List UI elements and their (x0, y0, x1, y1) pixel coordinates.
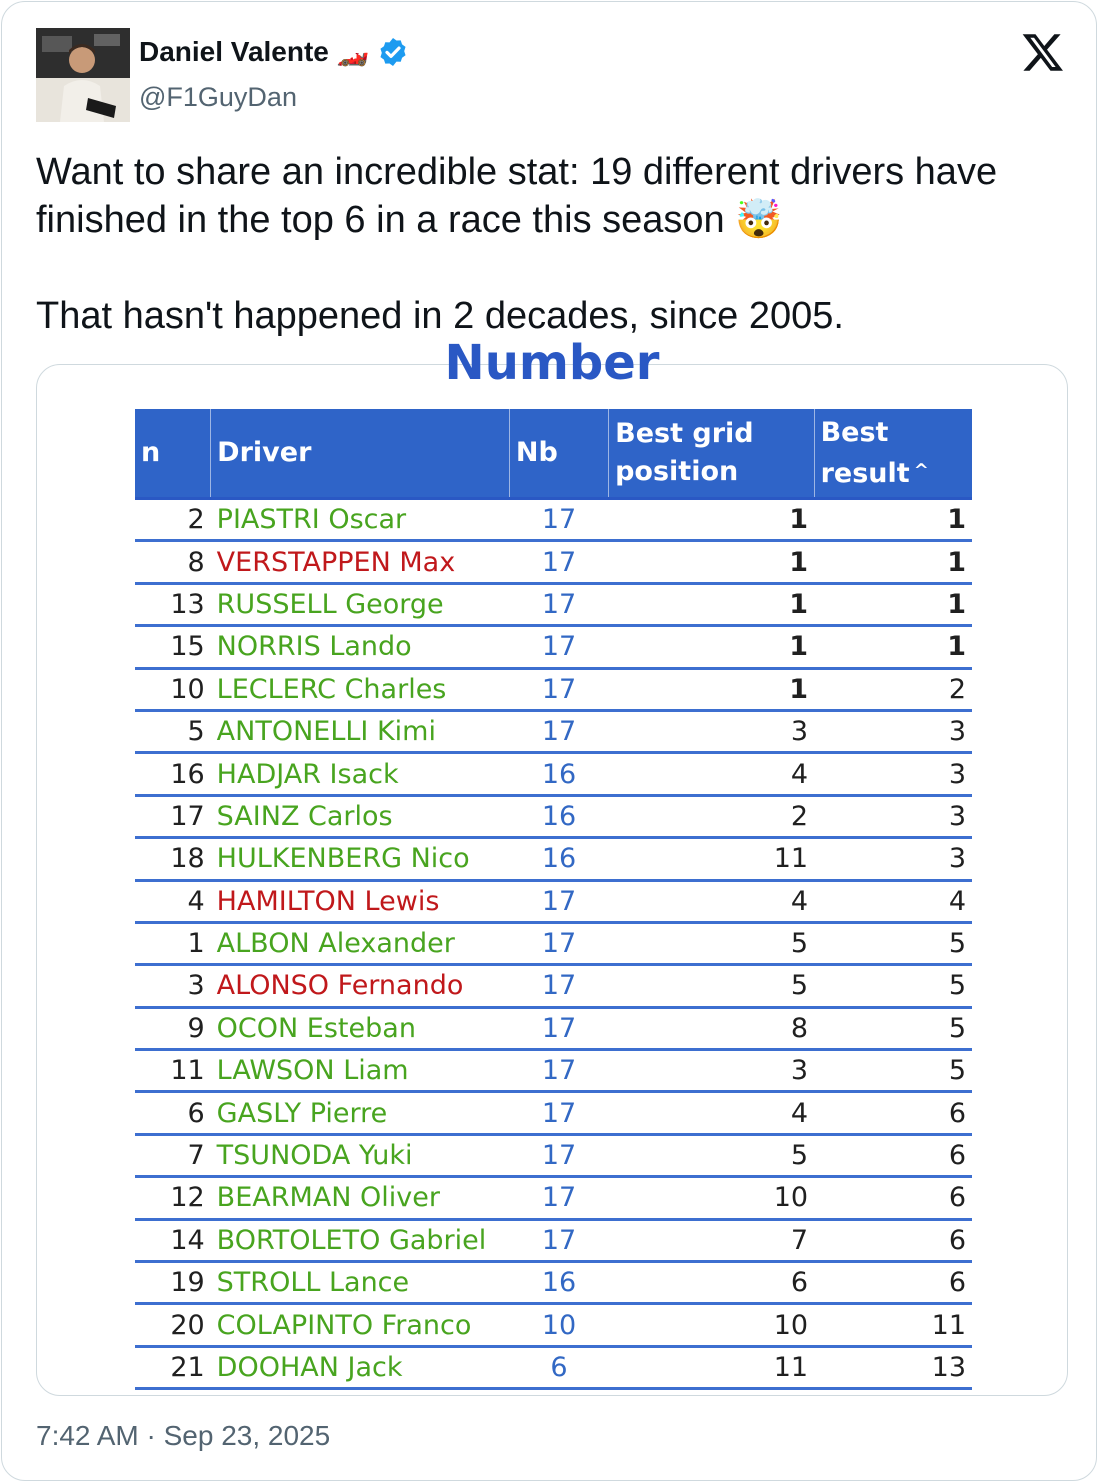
driver-number: 5 (135, 710, 211, 752)
races-count: 17 (509, 541, 608, 583)
x-logo-icon[interactable] (1020, 30, 1066, 74)
driver-number: 20 (135, 1304, 211, 1346)
table-row (135, 1346, 972, 1388)
best-result-value: 11 (814, 1304, 972, 1346)
driver-name: BEARMAN Oliver (211, 1177, 510, 1219)
races-count: 17 (509, 1177, 608, 1219)
driver-name: NORRIS Lando (211, 626, 510, 668)
table-row (135, 1092, 972, 1134)
table-row (135, 1134, 972, 1176)
table-row (135, 710, 972, 752)
best-result-value: 1 (814, 583, 972, 625)
tweet-line-1: Want to share an incredible stat: 19 different drivers have finished in the top 6 in a race this season 🤯 (36, 151, 998, 241)
tweet-text (36, 148, 1076, 340)
best-grid-value: 5 (609, 965, 814, 1007)
races-count: 17 (509, 583, 608, 625)
verified-badge-icon[interactable] (377, 36, 409, 68)
driver-name: DOOHAN Jack (211, 1346, 510, 1388)
driver-number: 21 (135, 1346, 211, 1388)
best-result-value: 5 (814, 1007, 972, 1049)
driver-number: 7 (135, 1134, 211, 1176)
best-grid-value: 3 (609, 710, 814, 752)
best-grid-value: 4 (609, 880, 814, 922)
best-grid-value: 2 (609, 795, 814, 837)
driver-name: OCON Esteban (211, 1007, 510, 1049)
driver-number: 18 (135, 838, 211, 880)
driver-number: 6 (135, 1092, 211, 1134)
driver-name: RUSSELL George (211, 583, 510, 625)
table-header-row (135, 409, 972, 499)
column-header-driver[interactable]: Driver (211, 409, 510, 499)
sort-ascending-icon[interactable]: ^ (913, 459, 929, 481)
best-result-value: 3 (814, 710, 972, 752)
races-count: 16 (509, 753, 608, 795)
column-header-n[interactable]: n (135, 409, 211, 499)
races-count: 17 (509, 922, 608, 964)
driver-number: 16 (135, 753, 211, 795)
best-grid-value: 10 (609, 1304, 814, 1346)
best-grid-value: 5 (609, 922, 814, 964)
driver-name: BORTOLETO Gabriel (211, 1219, 510, 1261)
table-row (135, 880, 972, 922)
best-grid-value: 3 (609, 1050, 814, 1092)
user-handle[interactable]: @F1GuyDan (139, 82, 297, 112)
best-grid-value: 4 (609, 753, 814, 795)
best-grid-value: 1 (609, 626, 814, 668)
table-row (135, 1262, 972, 1304)
races-count: 17 (509, 1219, 608, 1261)
races-count: 16 (509, 1262, 608, 1304)
races-count: 16 (509, 795, 608, 837)
driver-stats-table (135, 409, 972, 1390)
races-count: 17 (509, 668, 608, 710)
best-result-value: 1 (814, 541, 972, 583)
table-row (135, 583, 972, 625)
table-row (135, 795, 972, 837)
best-grid-value: 11 (609, 838, 814, 880)
driver-name: GASLY Pierre (211, 1092, 510, 1134)
driver-number: 15 (135, 626, 211, 668)
races-count: 17 (509, 1092, 608, 1134)
driver-name: STROLL Lance (211, 1262, 510, 1304)
driver-number: 3 (135, 965, 211, 1007)
driver-number: 8 (135, 541, 211, 583)
race-car-emoji: 🏎️ (336, 36, 370, 67)
races-count: 17 (509, 880, 608, 922)
best-result-value: 3 (814, 795, 972, 837)
tweet-card (1, 1, 1097, 1481)
races-count: 17 (509, 965, 608, 1007)
table-row (135, 1007, 972, 1049)
driver-number: 17 (135, 795, 211, 837)
best-result-value: 3 (814, 753, 972, 795)
driver-number: 10 (135, 668, 211, 710)
table-row (135, 499, 972, 541)
user-display-name: Daniel Valente (139, 36, 329, 67)
races-count: 17 (509, 499, 608, 541)
table-row (135, 753, 972, 795)
driver-name: ALBON Alexander (211, 922, 510, 964)
driver-name: LAWSON Liam (211, 1050, 510, 1092)
table-row (135, 668, 972, 710)
driver-name: LECLERC Charles (211, 668, 510, 710)
driver-name: COLAPINTO Franco (211, 1304, 510, 1346)
table-row (135, 1177, 972, 1219)
best-result-value: 6 (814, 1262, 972, 1304)
driver-name: SAINZ Carlos (211, 795, 510, 837)
races-count: 6 (509, 1346, 608, 1388)
driver-name: HADJAR Isack (211, 753, 510, 795)
best-result-value: 6 (814, 1134, 972, 1176)
best-grid-value: 10 (609, 1177, 814, 1219)
races-count: 17 (509, 1050, 608, 1092)
driver-number: 9 (135, 1007, 211, 1049)
best-grid-value: 6 (609, 1262, 814, 1304)
best-result-label: Best result (820, 416, 910, 489)
driver-name: TSUNODA Yuki (211, 1134, 510, 1176)
driver-number: 19 (135, 1262, 211, 1304)
best-result-value: 6 (814, 1092, 972, 1134)
best-grid-value: 1 (609, 583, 814, 625)
best-grid-value: 1 (609, 541, 814, 583)
driver-name: PIASTRI Oscar (211, 499, 510, 541)
tweet-line-2: That hasn't happened in 2 decades, since 2005. (36, 295, 844, 337)
image-title-cropped: Number (444, 335, 660, 391)
best-result-value: 2 (814, 668, 972, 710)
column-header-best-grid[interactable] (609, 409, 814, 499)
best-grid-value: 7 (609, 1219, 814, 1261)
best-result-value: 5 (814, 922, 972, 964)
tweet-timestamp[interactable]: 7:42 AM · Sep 23, 2025 (36, 1420, 331, 1451)
driver-name: HULKENBERG Nico (211, 838, 510, 880)
driver-name: HAMILTON Lewis (211, 880, 510, 922)
races-count: 17 (509, 626, 608, 668)
table-row (135, 1050, 972, 1092)
user-name[interactable] (139, 36, 409, 68)
table-row (135, 838, 972, 880)
driver-number: 2 (135, 499, 211, 541)
best-grid-value: 4 (609, 1092, 814, 1134)
driver-name: VERSTAPPEN Max (211, 541, 510, 583)
driver-number: 11 (135, 1050, 211, 1092)
races-count: 17 (509, 1134, 608, 1176)
best-result-value: 6 (814, 1219, 972, 1261)
best-result-value: 3 (814, 838, 972, 880)
table-row (135, 1219, 972, 1261)
best-result-value: 5 (814, 965, 972, 1007)
table-row (135, 541, 972, 583)
driver-number: 4 (135, 880, 211, 922)
best-grid-value: 1 (609, 499, 814, 541)
races-count: 17 (509, 710, 608, 752)
best-result-value: 5 (814, 1050, 972, 1092)
driver-number: 12 (135, 1177, 211, 1219)
avatar[interactable] (36, 28, 130, 122)
best-grid-value: 5 (609, 1134, 814, 1176)
best-grid-value: 8 (609, 1007, 814, 1049)
column-header-nb[interactable]: Nb (509, 409, 608, 499)
driver-number: 1 (135, 922, 211, 964)
best-grid-value: 1 (609, 668, 814, 710)
table-row (135, 965, 972, 1007)
table-row (135, 626, 972, 668)
races-count: 16 (509, 838, 608, 880)
best-grid-label: Best grid position (615, 418, 754, 487)
table-row (135, 922, 972, 964)
column-header-best-result[interactable] (814, 409, 972, 499)
driver-number: 13 (135, 583, 211, 625)
driver-number: 14 (135, 1219, 211, 1261)
races-count: 10 (509, 1304, 608, 1346)
best-result-value: 4 (814, 880, 972, 922)
best-result-value: 1 (814, 499, 972, 541)
best-grid-value: 11 (609, 1346, 814, 1388)
driver-name: ANTONELLI Kimi (211, 710, 510, 752)
tweet-image[interactable] (36, 335, 1068, 1396)
avatar-photo (36, 28, 130, 122)
races-count: 17 (509, 1007, 608, 1049)
best-result-value: 1 (814, 626, 972, 668)
best-result-value: 6 (814, 1177, 972, 1219)
table-row (135, 1304, 972, 1346)
best-result-value: 13 (814, 1346, 972, 1388)
driver-name: ALONSO Fernando (211, 965, 510, 1007)
